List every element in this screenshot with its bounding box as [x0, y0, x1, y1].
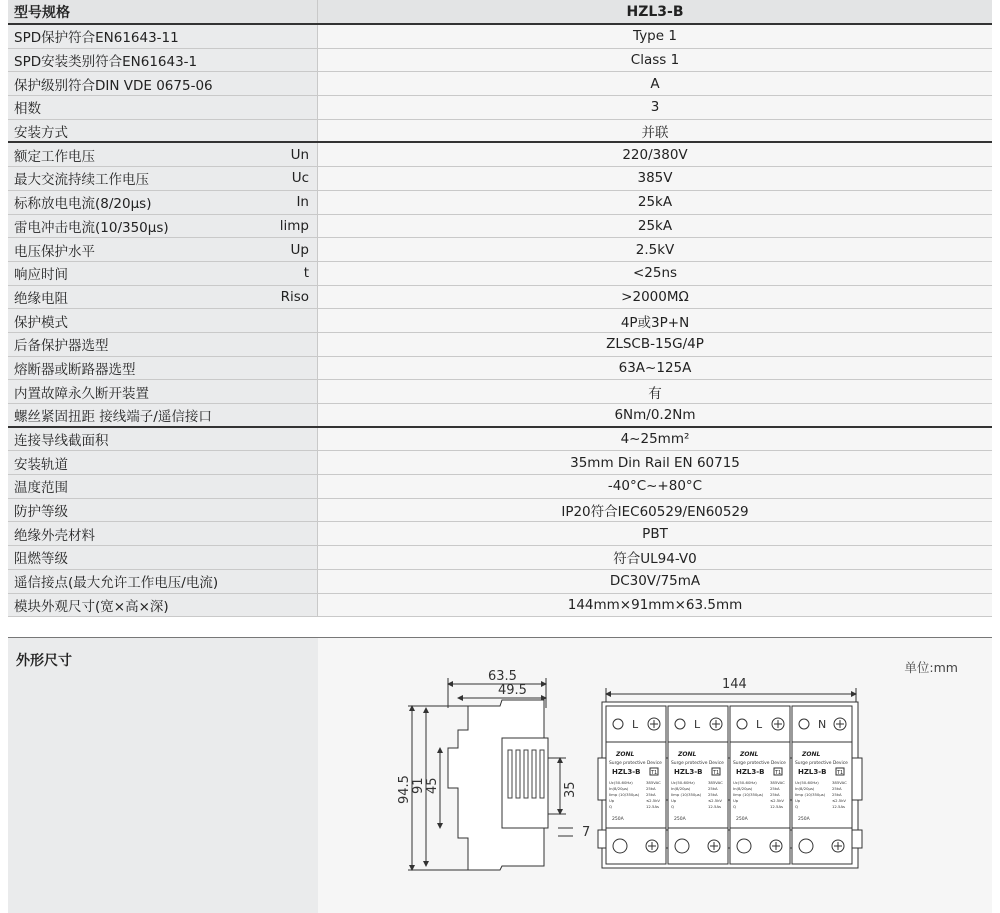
spec-label-text: 内置故障永久断开装置 [14, 385, 149, 402]
spec-value: <25ns [318, 262, 992, 285]
spec-value: 6Nm/0.2Nm [318, 404, 992, 426]
spec-label [8, 25, 318, 48]
module-spec-key: Iimp (10/350μs) [733, 792, 764, 797]
spec-label [8, 286, 318, 309]
spec-value: >2000MΩ [318, 286, 992, 309]
spec-label [8, 191, 318, 214]
spec-label-text: 螺丝紧固扭距 接线端子/遥信接口 [14, 408, 212, 425]
module-spec-value: 25kA [708, 792, 718, 797]
spec-label-text: 遥信接点(最大允许工作电压/电流) [14, 575, 219, 592]
spec-label-text: 保护模式 [14, 314, 68, 331]
spec-value: 2.5kV [318, 238, 992, 261]
fuse-rating: 250A [674, 817, 686, 822]
spec-value: 63A~125A [318, 357, 992, 380]
brand-logo: ZONL [616, 751, 635, 758]
type-badge-text: T1 [651, 770, 658, 776]
dimension-drawing [318, 638, 992, 912]
spec-label [8, 404, 318, 426]
spec-value: ZLSCB-15G/4P [318, 333, 992, 356]
module [606, 706, 666, 864]
spec-row [8, 380, 992, 404]
module-spec-key: Uc(50-60Hz) [609, 780, 633, 785]
spec-label-text: 响应时间 [14, 267, 68, 284]
spec-label [8, 475, 318, 498]
spec-label [8, 333, 318, 356]
spec-row [8, 262, 992, 286]
module-spec-value: 385VAC [646, 780, 661, 785]
spec-label-text: 温度范围 [14, 480, 68, 497]
module [730, 706, 790, 864]
spec-label-text: 标称放电电流(8/20μs) [14, 196, 152, 213]
spec-label [8, 499, 318, 522]
module-spec-value: 12.5As [646, 804, 660, 809]
spec-table [8, 0, 992, 617]
spec-value: DC30V/75mA [318, 570, 992, 593]
module-spec-value: 25kA [832, 792, 842, 797]
spec-label-text: 安装轨道 [14, 456, 68, 473]
bottom-terminal-hole [613, 839, 627, 853]
dim-63-5: 63.5 [488, 669, 517, 684]
spec-label-text: 熔断器或断路器选型 [14, 361, 136, 378]
spec-label-text: 防护等级 [14, 504, 68, 521]
spec-value: Class 1 [318, 49, 992, 72]
spec-label [8, 167, 318, 190]
spec-header-value: HZL3-B [318, 0, 992, 23]
spec-symbol: t [303, 265, 309, 282]
spec-header-label: 型号规格 [8, 0, 318, 23]
module-model: HZL3-B [674, 768, 703, 776]
spec-row [8, 96, 992, 120]
module-spec-key: Iimp (10/350μs) [609, 792, 640, 797]
spec-label [8, 49, 318, 72]
spec-label [8, 594, 318, 617]
terminal-hole [675, 719, 685, 729]
dimensions-section [8, 637, 992, 913]
spec-value: 符合UL94-V0 [318, 546, 992, 569]
spec-row [8, 475, 992, 499]
spec-row [8, 143, 992, 167]
terminal-hole [737, 719, 747, 729]
dim-35: 35 [563, 781, 578, 798]
dim-49-5: 49.5 [498, 683, 527, 698]
spec-row [8, 404, 992, 428]
spec-row [8, 570, 992, 594]
spec-label [8, 357, 318, 380]
screw-icon [834, 718, 846, 730]
module-spec-value: 25kA [646, 792, 656, 797]
module-spec-key: Uc(50-60Hz) [671, 780, 695, 785]
spec-row [8, 546, 992, 570]
screw-icon [710, 718, 722, 730]
spec-label-text: 保护级别符合DIN VDE 0675-06 [14, 77, 213, 94]
module-spec-value: 25kA [770, 792, 780, 797]
spec-label [8, 428, 318, 451]
spec-label [8, 522, 318, 545]
spec-row [8, 451, 992, 475]
spec-label-text: 绝缘电阻 [14, 290, 68, 307]
spec-row [8, 522, 992, 546]
terminal-label: L [632, 718, 639, 731]
spec-label-text: 额定工作电压 [14, 148, 95, 165]
spec-row [8, 428, 992, 452]
module-spec-value: 12.5As [832, 804, 846, 809]
spec-label [8, 309, 318, 332]
unit-label: 单位:mm [904, 660, 958, 675]
spec-value: 4~25mm² [318, 428, 992, 451]
spec-value: PBT [318, 522, 992, 545]
module-spec-key: Iimp (10/350μs) [671, 792, 702, 797]
spec-label-text: 连接导线截面积 [14, 433, 109, 450]
spec-label [8, 451, 318, 474]
module-spec-key: Uc(50-60Hz) [733, 780, 757, 785]
module-spec-key: Uc(50-60Hz) [795, 780, 819, 785]
module-spec-value: ≤2.5kV [646, 798, 661, 803]
dim-91: 91 [411, 777, 426, 794]
spec-row [8, 333, 992, 357]
spec-value: 4P或3P+N [318, 309, 992, 332]
spec-label [8, 120, 318, 142]
spec-label-text: 最大交流持续工作电压 [14, 172, 149, 189]
terminal-hole [613, 719, 623, 729]
spec-label-text: 绝缘外壳材料 [14, 527, 95, 544]
module-spec-key: Q [733, 804, 736, 809]
dim-7: 7 [582, 825, 591, 840]
module-spec-value: ≤2.5kV [832, 798, 847, 803]
spec-value: Type 1 [318, 25, 992, 48]
spec-value: 385V [318, 167, 992, 190]
spec-symbol: Riso [280, 288, 309, 305]
spec-label [8, 96, 318, 119]
spec-label [8, 262, 318, 285]
terminal-label: N [818, 718, 827, 731]
spec-value: 有 [318, 380, 992, 403]
dim-144: 144 [722, 677, 747, 692]
spec-row [8, 309, 992, 333]
module-subtitle: Surge protective Device [671, 761, 724, 766]
spec-row [8, 499, 992, 523]
module-spec-value: 385VAC [708, 780, 723, 785]
type-badge-text: T1 [775, 770, 782, 776]
spec-row [8, 191, 992, 215]
spec-label [8, 215, 318, 238]
module-spec-key: In(8/20μs) [671, 786, 691, 791]
spec-label-text: 电压保护水平 [14, 243, 95, 260]
spec-row [8, 357, 992, 381]
spec-row [8, 238, 992, 262]
module-spec-value: ≤2.5kV [770, 798, 785, 803]
spec-label-text: 阻燃等级 [14, 551, 68, 568]
brand-logo: ZONL [740, 751, 759, 758]
module-model: HZL3-B [798, 768, 827, 776]
module-spec-value: ≤2.5kV [708, 798, 723, 803]
spec-label-text: 后备保护器选型 [14, 338, 109, 355]
spec-value: 25kA [318, 215, 992, 238]
screw-icon [708, 840, 720, 852]
module-spec-value: 25kA [770, 786, 780, 791]
spec-row [8, 594, 992, 618]
module-spec-key: In(8/20μs) [609, 786, 629, 791]
terminal-label: L [756, 718, 763, 731]
module-spec-key: Q [609, 804, 612, 809]
module-spec-key: Up [733, 798, 739, 803]
spec-value: IP20符合IEC60529/EN60529 [318, 499, 992, 522]
spec-row [8, 72, 992, 96]
spec-label [8, 570, 318, 593]
terminal-label: L [694, 718, 701, 731]
module-spec-key: In(8/20μs) [795, 786, 815, 791]
bottom-terminal-hole [799, 839, 813, 853]
spec-label-text: SPD保护符合EN61643-11 [14, 30, 179, 47]
type-badge-text: T1 [713, 770, 720, 776]
spec-label [8, 238, 318, 261]
spec-row [8, 49, 992, 73]
module [792, 706, 852, 864]
spec-label-text: 安装方式 [14, 124, 68, 141]
fuse-rating: 250A [736, 817, 748, 822]
module-spec-key: In(8/20μs) [733, 786, 753, 791]
module-spec-value: 25kA [832, 786, 842, 791]
spec-header-row [8, 0, 992, 25]
spec-value: A [318, 72, 992, 95]
dimensions-title: 外形尺寸 [8, 638, 318, 913]
terminal-hole [799, 719, 809, 729]
spec-label-text: 相数 [14, 101, 41, 118]
module-spec-key: Up [671, 798, 677, 803]
screw-icon [648, 718, 660, 730]
screw-icon [770, 840, 782, 852]
fuse-rating: 250A [798, 817, 810, 822]
spec-label [8, 72, 318, 95]
module-subtitle: Surge protective Device [795, 761, 848, 766]
module-spec-value: 385VAC [832, 780, 847, 785]
spec-row [8, 120, 992, 144]
module [668, 706, 728, 864]
dim-94-5: 94.5 [397, 775, 412, 804]
spec-value: 并联 [318, 120, 992, 142]
module-spec-value: 12.5As [770, 804, 784, 809]
brand-logo: ZONL [802, 751, 821, 758]
spec-symbol: Un [290, 146, 309, 163]
type-badge-text: T1 [837, 770, 844, 776]
bottom-terminal-hole [675, 839, 689, 853]
side-view [408, 678, 573, 870]
module-spec-key: Up [609, 798, 615, 803]
spec-label-text: SPD安装类别符合EN61643-1 [14, 54, 198, 71]
spec-row [8, 167, 992, 191]
module-subtitle: Surge protective Device [609, 761, 662, 766]
spec-label-text: 雷电冲击电流(10/350μs) [14, 219, 169, 236]
spec-row [8, 286, 992, 310]
spec-row [8, 25, 992, 49]
module-model: HZL3-B [612, 768, 641, 776]
spec-symbol: limp [279, 217, 309, 234]
module-spec-value: 25kA [708, 786, 718, 791]
module-spec-value: 25kA [646, 786, 656, 791]
spec-value: 3 [318, 96, 992, 119]
spec-value: 35mm Din Rail EN 60715 [318, 451, 992, 474]
brand-logo: ZONL [678, 751, 697, 758]
module-subtitle: Surge protective Device [733, 761, 786, 766]
module-spec-value: 385VAC [770, 780, 785, 785]
module-spec-key: Q [671, 804, 674, 809]
module-spec-value: 12.5As [708, 804, 722, 809]
dim-45: 45 [425, 777, 440, 794]
module-spec-key: Up [795, 798, 801, 803]
spec-label [8, 380, 318, 403]
screw-icon [772, 718, 784, 730]
spec-value: -40°C~+80°C [318, 475, 992, 498]
spec-value: 25kA [318, 191, 992, 214]
spec-symbol: Up [290, 241, 309, 258]
screw-icon [646, 840, 658, 852]
spec-symbol: In [296, 194, 309, 211]
module-spec-key: Iimp (10/350μs) [795, 792, 826, 797]
spec-symbol: Uc [291, 170, 309, 187]
screw-icon [832, 840, 844, 852]
spec-label-text: 模块外观尺寸(宽×高×深) [14, 598, 169, 615]
spec-label [8, 143, 318, 166]
module-spec-key: Q [795, 804, 798, 809]
fuse-rating: 250A [612, 817, 624, 822]
spec-value: 144mm×91mm×63.5mm [318, 594, 992, 617]
spec-row [8, 215, 992, 239]
spec-value: 220/380V [318, 143, 992, 166]
spec-label [8, 546, 318, 569]
bottom-terminal-hole [737, 839, 751, 853]
module-model: HZL3-B [736, 768, 765, 776]
